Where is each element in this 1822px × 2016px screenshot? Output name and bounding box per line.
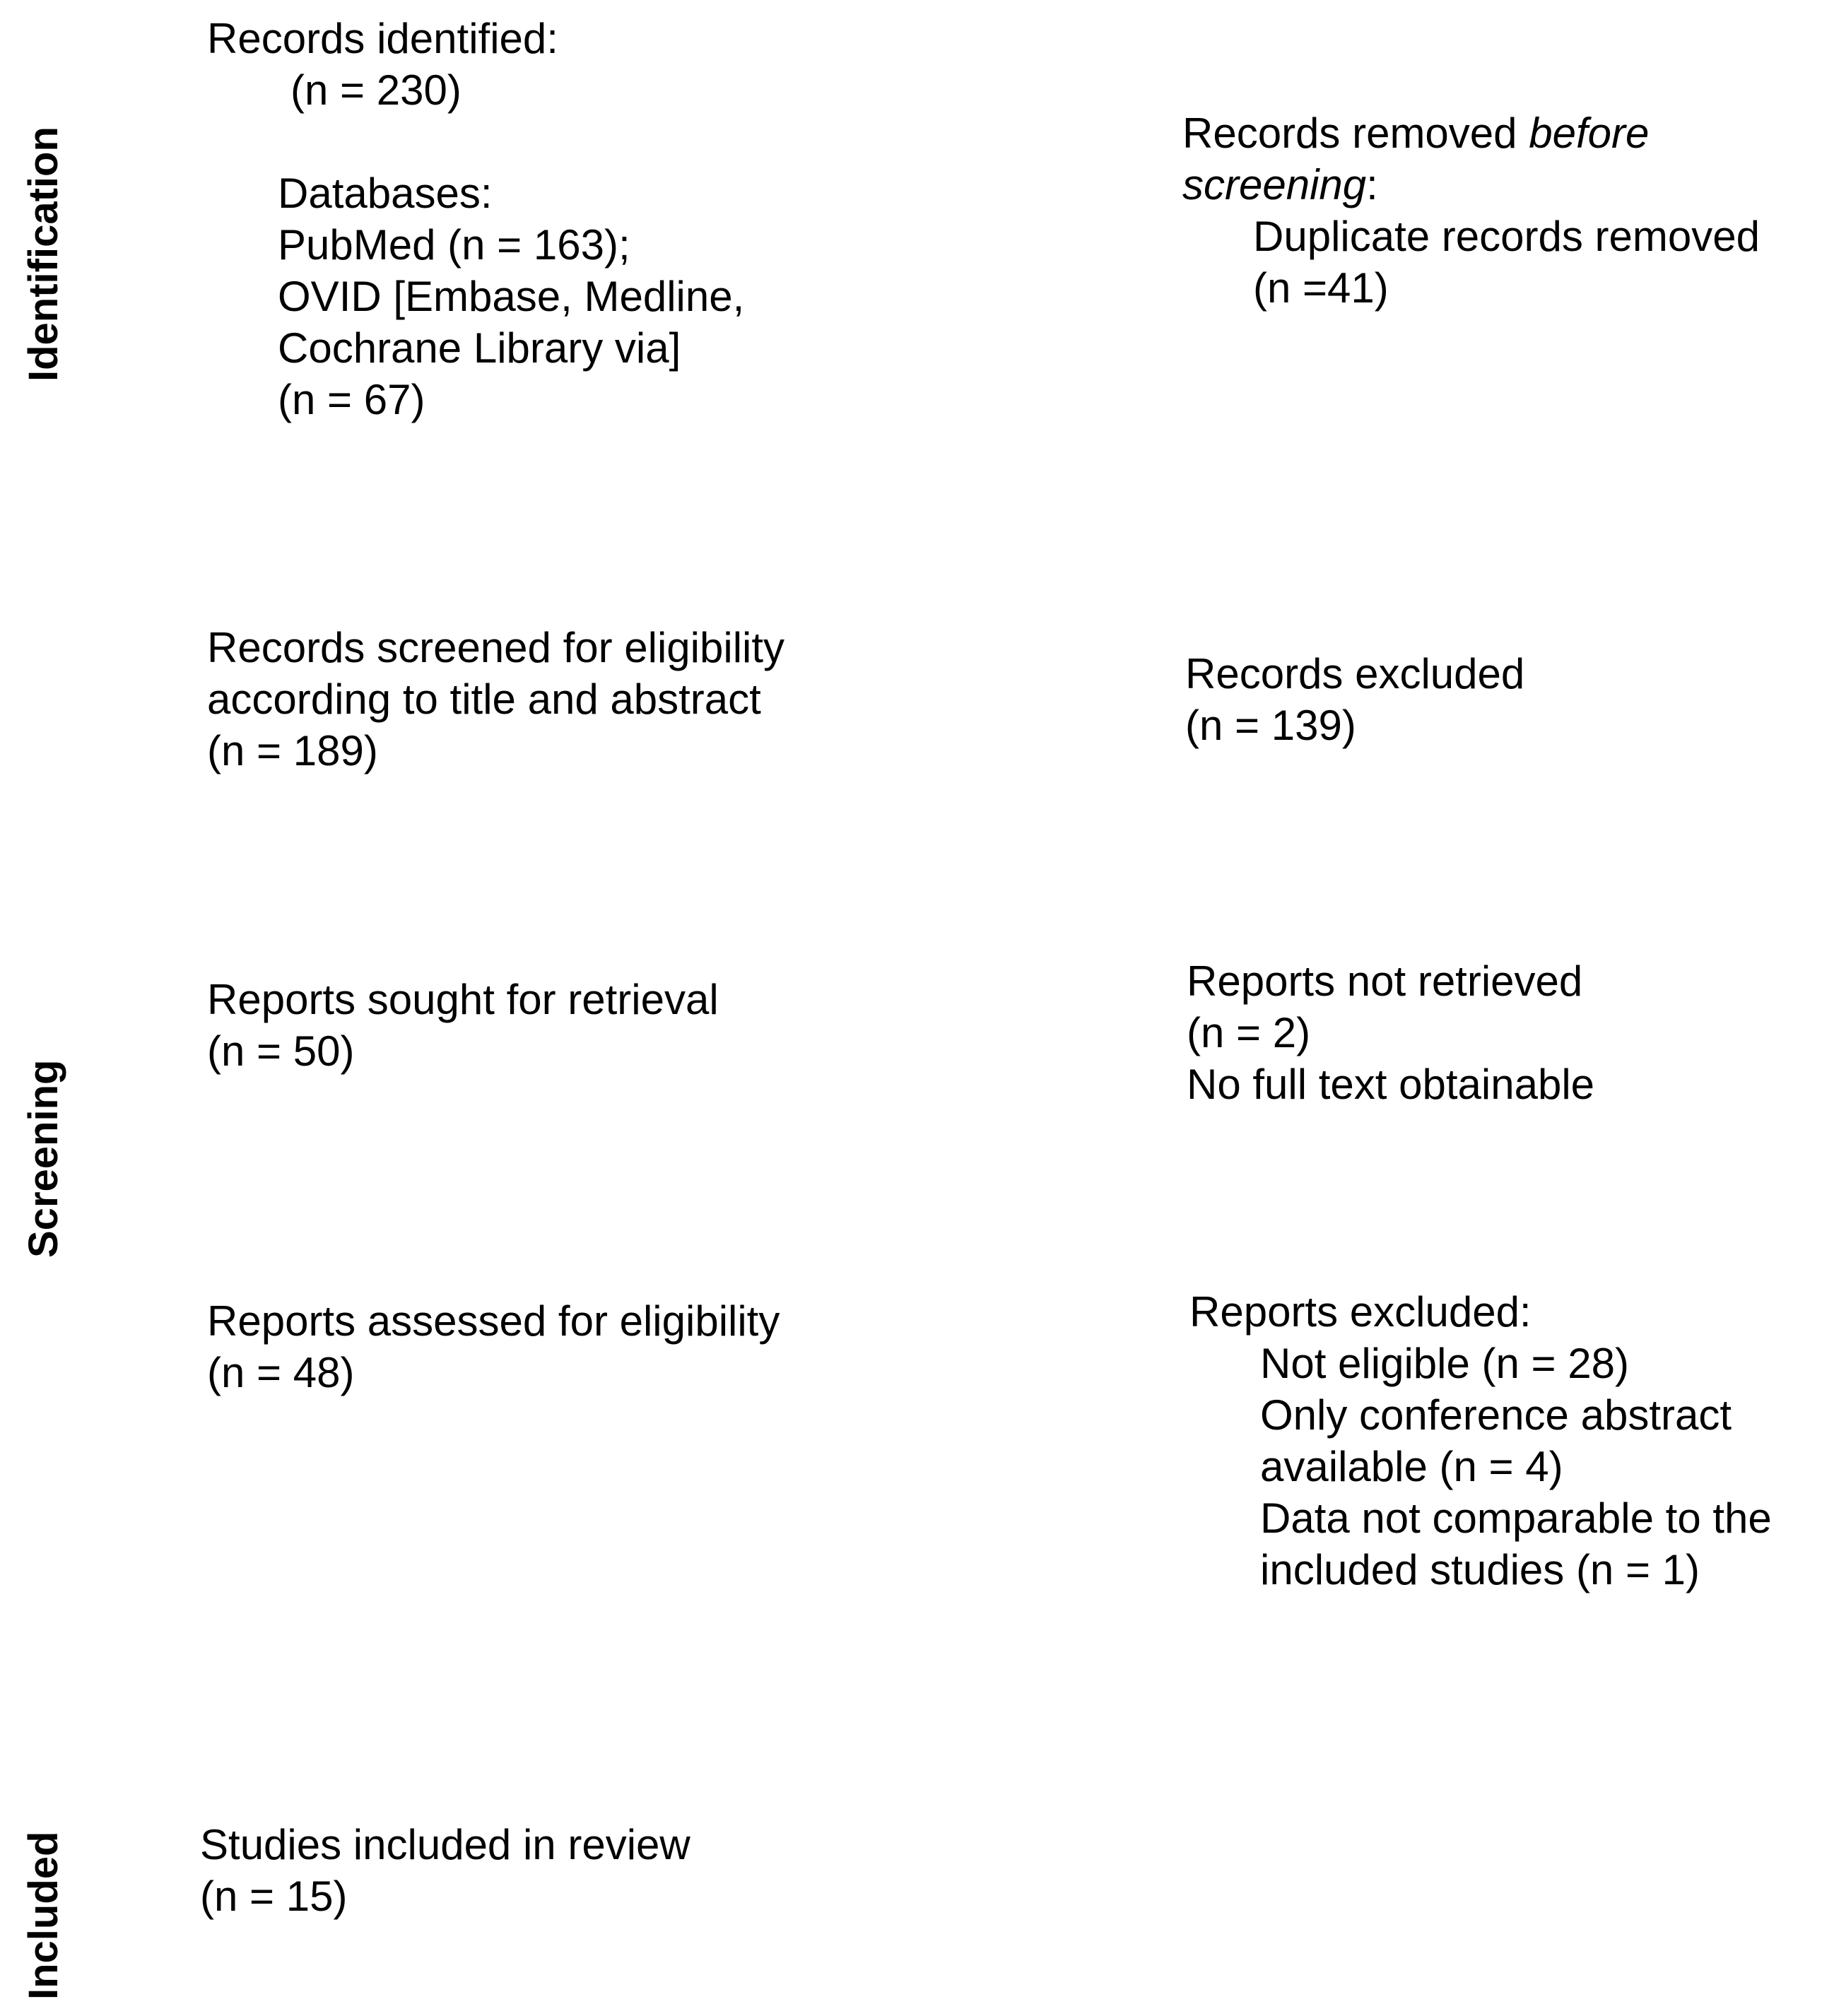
records-excluded-count: (n = 139) xyxy=(1185,702,1356,749)
phase-label-screening: Screening xyxy=(20,1059,66,1258)
reports-sought-count: (n = 50) xyxy=(207,1027,355,1075)
reports-excluded-not-eligible: Not eligible (n = 28) xyxy=(1260,1340,1629,1387)
records-screened-box xyxy=(207,622,784,777)
pubmed-count: PubMed (n = 163); xyxy=(278,221,630,269)
reports-not-retrieved-count: (n = 2) xyxy=(1187,1009,1311,1056)
records-identified-box xyxy=(207,13,744,425)
reports-assessed-box xyxy=(207,1295,780,1398)
reports-excluded-box xyxy=(1189,1286,1772,1596)
duplicates-count: (n =41) xyxy=(1253,264,1389,312)
ovid-count: (n = 67) xyxy=(278,376,425,423)
reports-assessed-count: (n = 48) xyxy=(207,1349,355,1396)
studies-included-count: (n = 15) xyxy=(200,1873,348,1920)
reports-excluded-title: Reports excluded: xyxy=(1189,1288,1532,1336)
reports-sought-title: Reports sought for retrieval xyxy=(207,976,719,1023)
records-screened-line-2: according to title and abstract xyxy=(207,676,761,723)
records-screened-count: (n = 189) xyxy=(207,727,378,774)
phase-label-included: Included xyxy=(20,1831,66,2000)
records-removed-box xyxy=(1182,107,1760,314)
studies-included-title: Studies included in review xyxy=(200,1821,690,1868)
reports-not-retrieved-reason: No full text obtainable xyxy=(1187,1061,1595,1108)
records-excluded-title: Records excluded xyxy=(1185,650,1525,697)
studies-included-box xyxy=(200,1819,690,1922)
reports-excluded-conference-2: available (n = 4) xyxy=(1260,1443,1563,1490)
ovid-line-2: Cochrane Library via] xyxy=(278,324,681,372)
reports-excluded-not-comparable-2: included studies (n = 1) xyxy=(1260,1546,1700,1593)
records-removed-title-italic-1: before xyxy=(1529,110,1650,157)
reports-sought-box xyxy=(207,974,719,1077)
reports-assessed-title: Reports assessed for eligibility xyxy=(207,1297,780,1345)
records-identified-title: Records identified: xyxy=(207,15,558,62)
reports-not-retrieved-title: Reports not retrieved xyxy=(1187,957,1583,1005)
records-removed-title-suffix: : xyxy=(1366,161,1378,208)
records-removed-title xyxy=(1182,107,1760,159)
records-excluded-box xyxy=(1185,648,1524,751)
records-removed-title-cont xyxy=(1182,159,1760,211)
records-removed-title-italic-2: screening xyxy=(1182,161,1367,208)
reports-excluded-conference-1: Only conference abstract xyxy=(1260,1391,1732,1439)
databases-label: Databases: xyxy=(278,170,493,217)
records-identified-count: (n = 230) xyxy=(290,66,462,114)
records-screened-line-1: Records screened for eligibility xyxy=(207,624,785,671)
reports-not-retrieved-box xyxy=(1187,955,1594,1110)
phase-label-identification: Identification xyxy=(20,126,66,382)
reports-excluded-not-comparable-1: Data not comparable to the xyxy=(1260,1495,1772,1542)
duplicates-removed: Duplicate records removed xyxy=(1253,213,1760,260)
records-removed-title-prefix: Records removed xyxy=(1182,110,1529,157)
ovid-line-1: OVID [Embase, Medline, xyxy=(278,273,745,320)
